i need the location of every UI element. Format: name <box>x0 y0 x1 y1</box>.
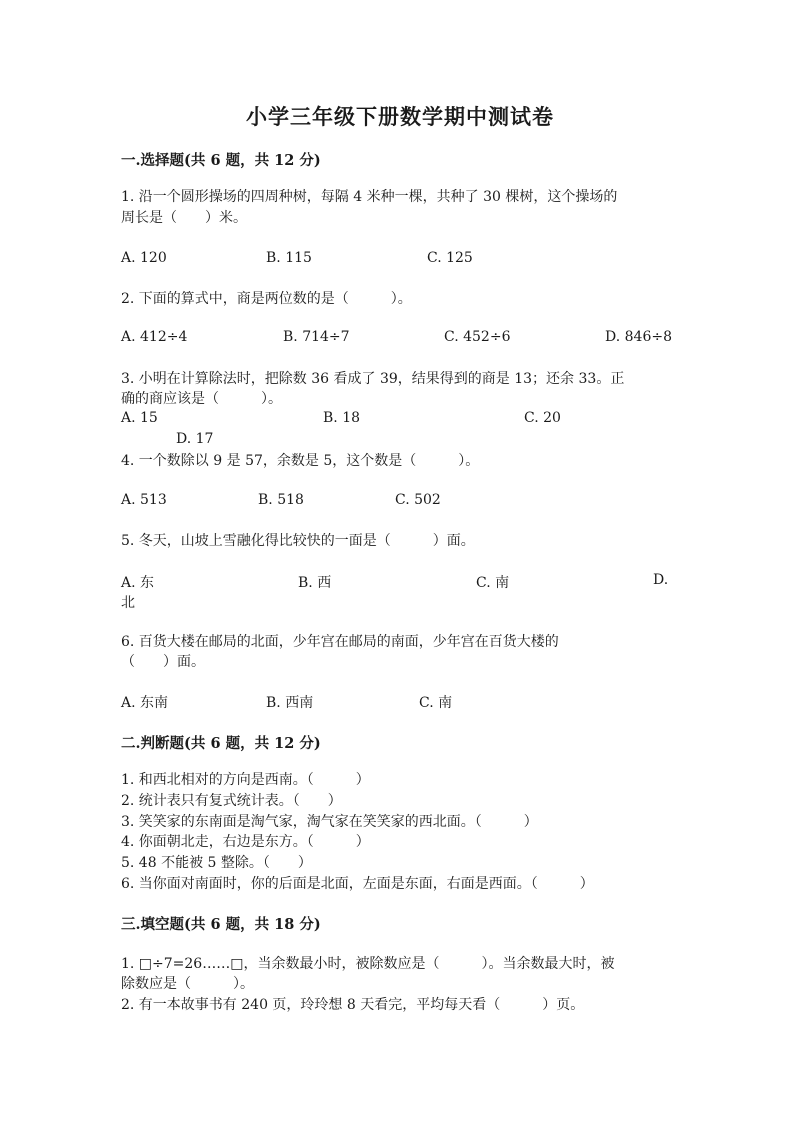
question-1-line-2: 周长是（ ）米。 <box>121 210 247 226</box>
judgement-item-3: 3. 笑笑家的东南面是淘气家，淘气家在笑笑家的西北面。（ ） <box>121 814 538 830</box>
option-d: D. 846÷8 <box>605 329 672 345</box>
option-a: A. 东 <box>121 575 155 591</box>
option-c: C. 20 <box>524 410 561 426</box>
question-3-line-1: 3. 小明在计算除法时，把除数 36 看成了 39，结果得到的商是 13；还余 33。正 <box>121 371 625 387</box>
section-heading-choice: 一.选择题(共 6 题，共 12 分) <box>121 152 321 169</box>
fill-question-2-line-1: 2. 有一本故事书有 240 页，玲玲想 8 天看完，平均每天看（ ）页。 <box>121 997 585 1013</box>
section-heading-fill-in: 三.填空题(共 6 题，共 18 分) <box>121 916 321 933</box>
judgement-item-5: 5. 48 不能被 5 整除。（ ） <box>121 855 312 871</box>
option-b: B. 西南 <box>266 695 314 711</box>
question-3-line-2: 确的商应该是（ ）。 <box>121 391 282 407</box>
option-a: A. 15 <box>121 410 158 426</box>
section-heading-judgement: 二.判断题(共 6 题，共 12 分) <box>121 735 321 752</box>
option-b: B. 714÷7 <box>283 329 350 345</box>
judgement-item-2: 2. 统计表只有复式统计表。（ ） <box>121 793 342 809</box>
question-6-line-2: （ ）面。 <box>121 654 205 670</box>
option-d: D. 17 <box>176 431 214 447</box>
page-title: 小学三年级下册数学期中测试卷 <box>246 104 554 129</box>
option-c: C. 南 <box>476 575 510 591</box>
option-c: C. 452÷6 <box>444 329 511 345</box>
option-a: A. 412÷4 <box>121 329 188 345</box>
fill-question-1-line-1: 1. □÷7=26……□，当余数最小时，被除数应是（ ）。当余数最大时，被 <box>121 956 615 972</box>
option-d: D. <box>653 572 669 588</box>
judgement-item-4: 4. 你面朝北走，右边是东方。（ ） <box>121 834 370 850</box>
judgement-item-1: 1. 和西北相对的方向是西南。（ ） <box>121 772 370 788</box>
question-5-line-1: 5. 冬天，山坡上雪融化得比较快的一面是（ ）面。 <box>121 533 475 549</box>
option-d-wrap: 北 <box>121 595 135 611</box>
question-2-line-1: 2. 下面的算式中，商是两位数的是（ ）。 <box>121 291 412 307</box>
option-a: A. 513 <box>121 492 167 508</box>
option-b: B. 西 <box>298 575 332 591</box>
question-4-line-1: 4. 一个数除以 9 是 57，余数是 5，这个数是（ ）。 <box>121 453 480 469</box>
option-b: B. 115 <box>266 250 312 266</box>
option-a: A. 120 <box>121 250 167 266</box>
option-b: B. 518 <box>258 492 304 508</box>
fill-question-1-line-2: 除数应是（ ）。 <box>121 976 254 992</box>
option-c: C. 南 <box>419 695 453 711</box>
question-1-line-1: 1. 沿一个圆形操场的四周种树，每隔 4 米种一棵，共种了 30 棵树，这个操场的 <box>121 189 618 205</box>
question-6-line-1: 6. 百货大楼在邮局的北面，少年宫在邮局的南面，少年宫在百货大楼的 <box>121 634 559 650</box>
option-a: A. 东南 <box>121 695 169 711</box>
option-c: C. 125 <box>427 250 473 266</box>
option-c: C. 502 <box>395 492 441 508</box>
option-b: B. 18 <box>323 410 361 426</box>
judgement-item-6: 6. 当你面对南面时，你的后面是北面，左面是东面，右面是西面。（ ） <box>121 876 594 892</box>
